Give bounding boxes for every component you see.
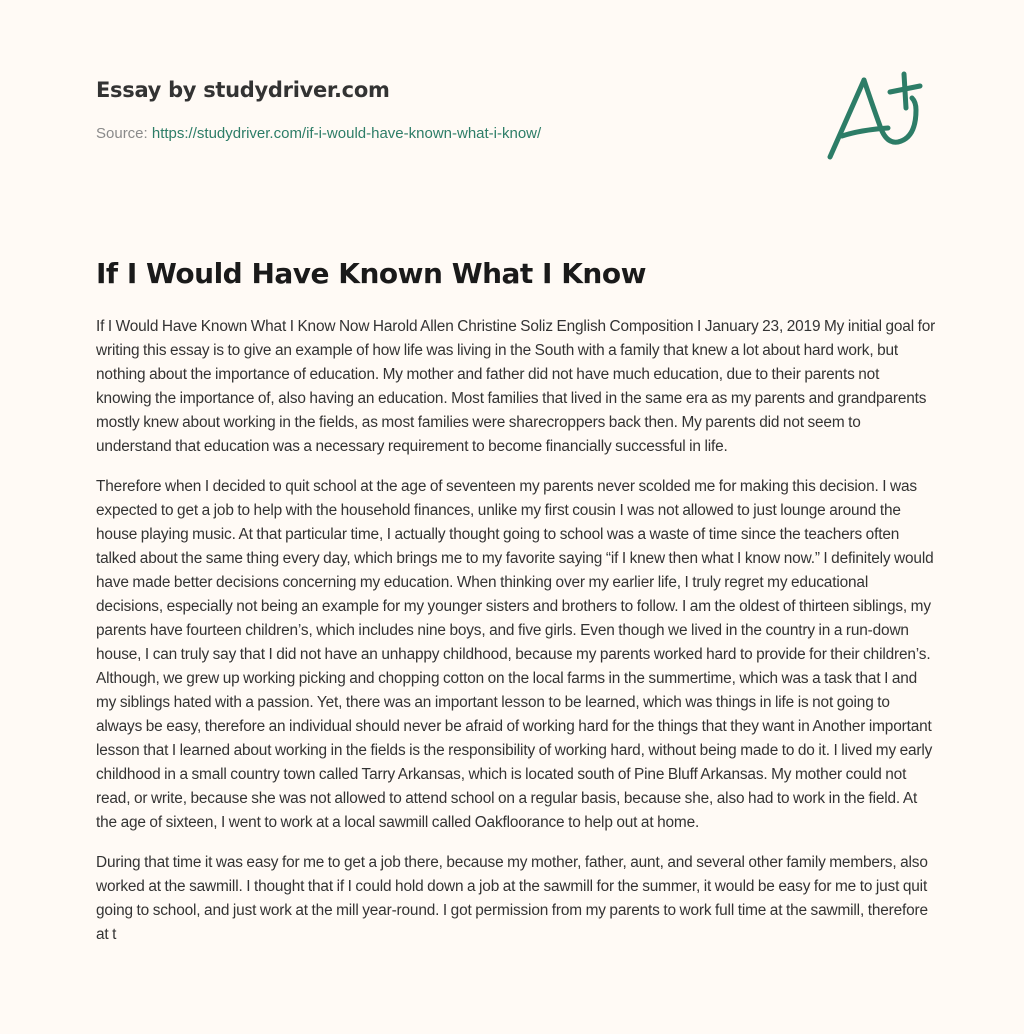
essay-paragraph: During that time it was easy for me to get a job there, because my mother, father, aunt, and several other family members, also worked at the sawmill. I thought that if I could hold down a job at the sawmill for the summer, it would be easy for me to just quit going to school, and just work at the mill year-round. I got permission from my parents to work full time at the sawmill, therefore at t xyxy=(96,854,928,943)
essay-paragraph: Therefore when I decided to quit school at the age of seventeen my parents never scolded me for making this decision. I was expected to get a job to help with the household finances, unlike my first cousin I was not allowed to just lounge around the house playing music. At that particular time, I actually thought going to school was a waste of time since the teachers often talked about the same thing every day, which brings me to my favorite saying “if I knew then what I know now.” I definitely would have made better decisions concerning my education. When thinking over my earlier life, I truly regret my educational decisions, especially not being an example for my younger sisters and brothers to follow. I am the oldest of thirteen siblings, my parents have fourteen children’s, which includes nine boys, and five girls. Even though we lived in the country in a run-down house, I can truly say that I did not have an unhappy childhood, because my parents worked hard to provide for their children’s. Although, we grew up working picking and chopping cotton on the local farms in the summertime, which was a task that I and my siblings hated with a passion. Yet, there was an important lesson to be learned, which was things in life is not going to always be easy, therefore an individual should never be afraid of working hard for the things that they want in Another important lesson that I learned about working in the fields is the responsibility of working hard, without being made to do it. I lived my early childhood in a small country town called Tarry Arkansas, which is located south of Pine Bluff Arkansas. My mother could not read, or write, because she was not allowed to attend school on a regular basis, because she, also had to work in the field. At the age of sixteen, I went to work at a local sawmill called Oakfloorance to help out at home. xyxy=(96,478,934,831)
source-line xyxy=(96,124,796,144)
essay-content xyxy=(96,255,936,963)
essay-title: If I Would Have Known What I Know xyxy=(96,257,646,290)
page-header xyxy=(96,76,796,144)
essay-paragraph: If I Would Have Known What I Know Now Harold Allen Christine Soliz English Composition I January 23, 2019 My initial goal for writing this essay is to give an example of how life was living in the South with a family that knew a lot about hard work, but nothing about the importance of education. My mother and father did not have much education, due to their parents not knowing the importance of, also having an education. Most families that lived in the same era as my parents and grandparents mostly knew about working in the fields, as most families were sharecroppers back then. My parents did not seem to understand that education was a necessary requirement to become financially successful in life. xyxy=(96,318,936,455)
site-title: Essay by studydriver.com xyxy=(96,78,390,102)
a-plus-grade-icon xyxy=(820,64,930,164)
source-label: Source: xyxy=(96,125,152,142)
source-link[interactable]: https://studydriver.com/if-i-would-have-known-what-i-know/ xyxy=(151,125,542,142)
